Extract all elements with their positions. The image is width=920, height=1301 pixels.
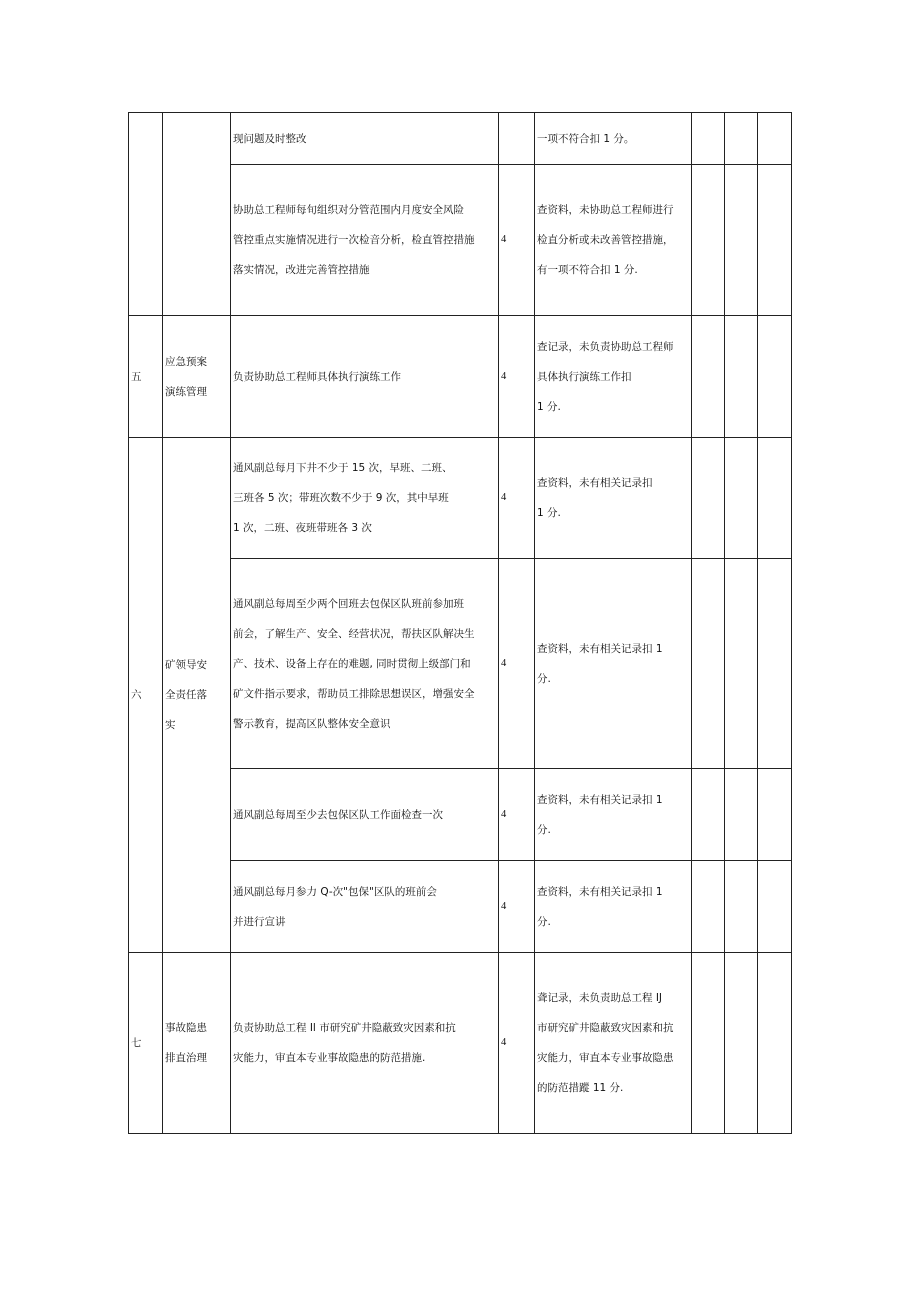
blank-cell xyxy=(692,559,725,769)
category-cell: 事故隐患 排直治理 xyxy=(163,953,231,1134)
table-row xyxy=(129,953,792,1134)
blank-cell xyxy=(725,953,758,1134)
section-number-cell xyxy=(129,113,163,316)
criteria-cell: 查记录，未负责协助总工程师 具体执行演练工作扣 1 分. xyxy=(535,316,692,438)
blank-cell xyxy=(725,559,758,769)
blank-cell xyxy=(725,769,758,861)
blank-cell xyxy=(692,165,725,316)
blank-cell xyxy=(692,316,725,438)
criteria-cell: 聋记录，未负责助总工程 IJ 市研究矿井隐蔽致灾因素和抗 灾能力，审直本专业事故隐患 的防范措蹤 11 分. xyxy=(535,953,692,1134)
criteria-cell: 查资料，未有相关记录扣 1 分. xyxy=(535,769,692,861)
blank-cell xyxy=(725,438,758,559)
blank-cell xyxy=(758,438,792,559)
criteria-cell: 查资料，未协助总工程师进行 检直分析或未改善管控措施， 有一项不符合扣 1 分. xyxy=(535,165,692,316)
blank-cell xyxy=(692,438,725,559)
score-cell: 4 xyxy=(499,559,535,769)
requirement-cell: 负责协助总工程师具体执行演练工作 xyxy=(231,316,499,438)
blank-cell xyxy=(692,113,725,165)
assessment-table xyxy=(128,112,792,1134)
blank-cell xyxy=(725,165,758,316)
table-row xyxy=(129,316,792,438)
blank-cell xyxy=(758,953,792,1134)
criteria-cell: 查资料，未有相关记录扣 1 分. xyxy=(535,559,692,769)
section-number-cell: 六 xyxy=(129,438,163,953)
table-row xyxy=(129,113,792,165)
blank-cell xyxy=(725,113,758,165)
criteria-cell: 一项不符合扣 1 分。 xyxy=(535,113,692,165)
blank-cell xyxy=(692,861,725,953)
requirement-cell: 通风副总每月下井不少于 15 次，早班、二班、 三班各 5 次；带班次数不少于 9 次，其中早班 1 次，二班、夜班带班各 3 次 xyxy=(231,438,499,559)
blank-cell xyxy=(725,861,758,953)
category-cell: 应急预案 演练管理 xyxy=(163,316,231,438)
blank-cell xyxy=(758,113,792,165)
score-cell: 4 xyxy=(499,438,535,559)
table-row xyxy=(129,438,792,559)
blank-cell xyxy=(758,165,792,316)
requirement-cell: 负责协助总工程 Il 市研究矿井隐蔽致灾因素和抗 灾能力，审直本专业事故隐患的防范措施. xyxy=(231,953,499,1134)
score-cell: 4 xyxy=(499,953,535,1134)
section-number-cell: 五 xyxy=(129,316,163,438)
blank-cell xyxy=(758,559,792,769)
requirement-cell: 通风副总每周至少去包保区队工作面检查一次 xyxy=(231,769,499,861)
blank-cell xyxy=(758,769,792,861)
blank-cell xyxy=(758,861,792,953)
blank-cell xyxy=(725,316,758,438)
criteria-cell: 查资料，未有相关记录扣 1 分. xyxy=(535,861,692,953)
score-cell xyxy=(499,113,535,165)
criteria-cell: 查资料，未有相关记录扣 1 分. xyxy=(535,438,692,559)
score-cell: 4 xyxy=(499,165,535,316)
requirement-cell: 现问题及时整改 xyxy=(231,113,499,165)
category-cell: 矿领导安 全责任落 实 xyxy=(163,438,231,953)
blank-cell xyxy=(692,769,725,861)
score-cell: 4 xyxy=(499,769,535,861)
requirement-cell: 通风副总每月参力 Q-次"包保"区队的班前会 并进行宣讲 xyxy=(231,861,499,953)
score-cell: 4 xyxy=(499,861,535,953)
requirement-cell: 协助总工程师每旬组织对分管范围内月度安全风险 管控重点实施情况进行一次检音分析，检直管控措施 落实情况，改进完善管控措施 xyxy=(231,165,499,316)
section-number-cell: 七 xyxy=(129,953,163,1134)
score-cell: 4 xyxy=(499,316,535,438)
blank-cell xyxy=(758,316,792,438)
requirement-cell: 通风副总每周至少两个回班去包保区队班前参加班 前会，了解生产、安全、经营状况，帮扶区队解决生 产、技术、设备上存在的难题, 同时贯彻上级部门和 矿文件指示要求，帮助员工排除思想误区，增强安全 警示教育，提高区队整体安全意识 xyxy=(231,559,499,769)
blank-cell xyxy=(692,953,725,1134)
category-cell xyxy=(163,113,231,316)
